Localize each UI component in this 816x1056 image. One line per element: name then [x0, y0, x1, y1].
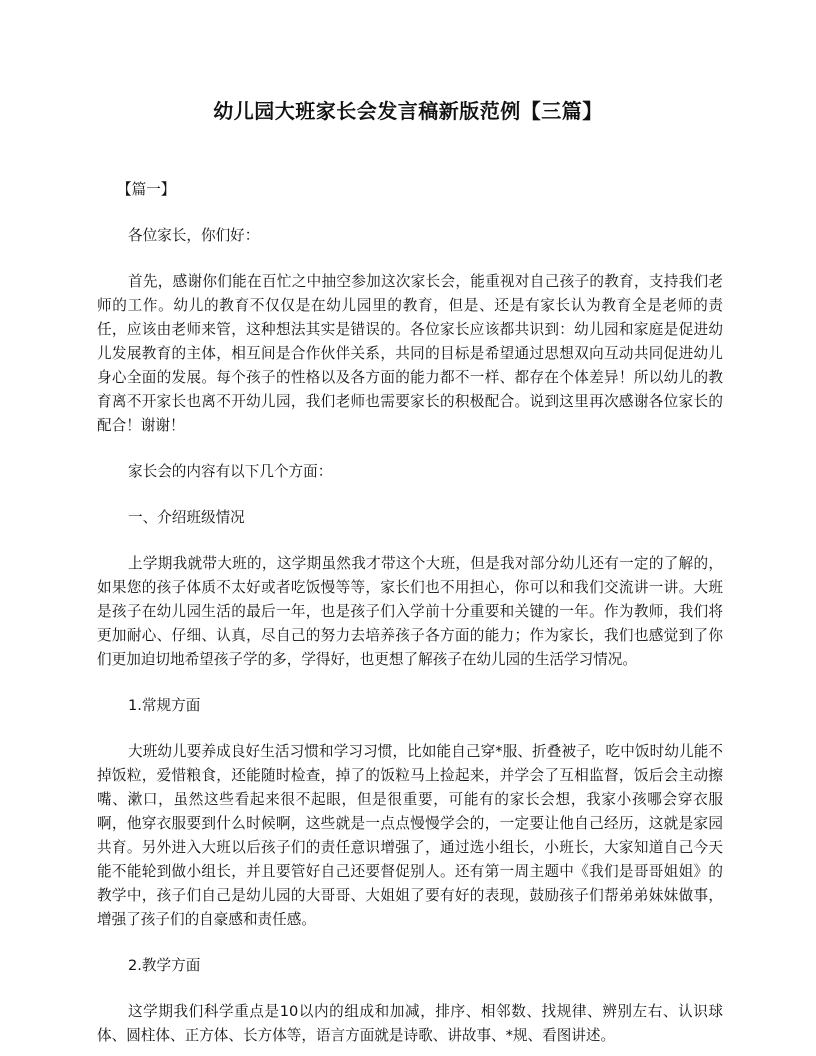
class-intro-paragraph: 上学期我就带大班的，这学期虽然我才带这个大班，但是我对部分幼儿还有一定的了解的，如果您的孩子体质不太好或者吃饭慢等等，家长们也不用担心，你可以和我们交流讲一讲。大班是孩子在幼儿园生活的最后一年，也是孩子们入学前十分重要和关键的一年。作为教师，我们将更加耐心、仔细、认真，尽自己的努力去培养孩子各方面的能力；作为家长，我们也感觉到了你们更加迫切地希望孩子学的多，学得好，也更想了解孩子在幼儿园的生活学习情况。: [97, 555, 723, 668]
meeting-contents-intro: 家长会的内容有以下几个方面：: [128, 463, 333, 480]
opening-paragraph: 首先，感谢你们能在百忙之中抽空参加这次家长会，能重视对自己孩子的教育，支持我们老师的工作。幼儿的教育不仅仅是在幼儿园里的教育，但是、还是有家长认为教育全是老师的责任，应该由老师来管，这种想法其实是错误的。各位家长应该都共识到：幼儿园和家庭是促进幼儿发展教育的主体，相互间是合作伙伴关系，共同的目标是希望通过思想双向互动共同促进幼儿身心全面的发展。每个孩子的性格以及各方面的能力都不一样、都存在个体差异！所以幼儿的教育离不开家长也离不开幼儿园，我们老师也需要家长的积极配合。说到这里再次感谢各位家长的配合！谢谢！: [97, 273, 723, 434]
section-heading-part-one: 【篇一】: [117, 181, 176, 198]
section-heading-class-intro: 一、介绍班级情况: [128, 509, 245, 526]
document-body: [97, 178, 723, 1048]
subheading-teaching: 2.教学方面: [128, 957, 201, 974]
greeting-paragraph: 各位家长，你们好：: [128, 227, 260, 244]
teaching-paragraph: 这学期我们科学重点是10以内的组成和加减，排序、相邻数、找规律、辨别左右、认识球体、圆柱体、正方体、长方体等，语言方面就是诗歌、讲故事、*规、看图讲述。: [97, 1003, 723, 1044]
routine-paragraph: 大班幼儿要养成良好生活习惯和学习习惯，比如能自己穿*服、折叠被子，吃中饭时幼儿能不掉饭粒，爱惜粮食，还能随时检查，掉了的饭粒马上捡起来，并学会了互相监督，饭后会主动擦嘴、漱口，虽然这些看起来很不起眼，但是很重要，可能有的家长会想，我家小孩哪会穿衣服啊，他穿衣服要到什么时候啊，这些就是一点点慢慢学会的，一定要让他自己经历，这就是家园共育。另外进入大班以后孩子们的责任意识增强了，通过选小组长，小班长，大家知道自己今天能不能轮到做小组长，并且要管好自己还要督促别人。还有第一周主题中《我们是哥哥姐姐》的教学中，孩子们自己是幼儿园的大哥哥、大姐姐了要有好的表现，鼓励孩子们帮弟弟妹妹做事，增强了孩子们的自豪感和责任感。: [97, 743, 723, 928]
document-title: 幼儿园大班家长会发言稿新版范例【三篇】: [213, 99, 603, 123]
subheading-routine: 1.常规方面: [128, 697, 201, 714]
